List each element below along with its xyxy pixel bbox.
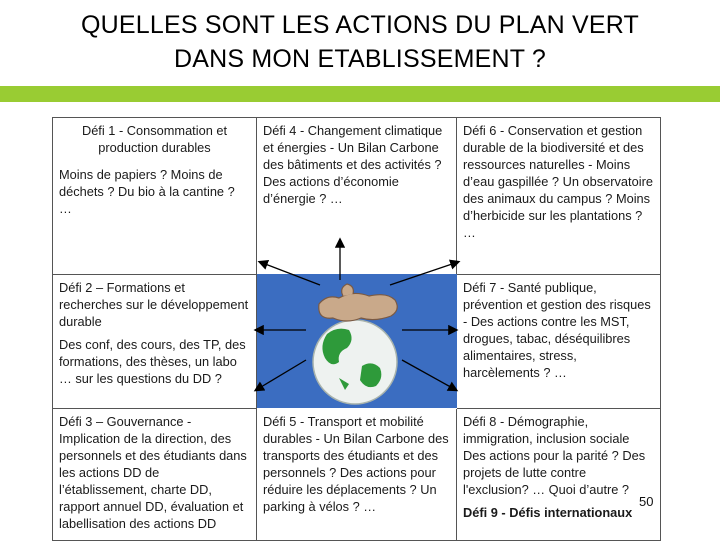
defi-8-text: Défi 8 - Démographie, immigration, inclusion sociale Des actions pour la parité ? Des projets de lutte contre l'exclusion? … Quoi d’autre ? [463, 414, 646, 497]
defi-3-text: Défi 3 – Gouvernance - Implication de la direction, des personnels et des étudiants dans les actions DD de l’établissement, charte DD, rapport annuel DD, évaluation et labellisation des actions DD [59, 414, 247, 531]
defi-1-title: Défi 1 - Consommation et production durables [81, 123, 228, 155]
defi-9-text: Défi 9 - Défis internationaux [463, 505, 633, 520]
arrow-to-defi-3 [256, 360, 306, 390]
title-line-2: DANS MON ETABLISSEMENT ? [173, 45, 546, 73]
title-line-1: QUELLES SONT LES ACTIONS DU PLAN VERT [80, 11, 640, 39]
arrow-to-defi-6 [390, 262, 458, 285]
defi-2-body: Des conf, des cours, des TP, des formations, des thèses, un labo … sur les questions du DD ? [59, 337, 246, 386]
defi-2-title: Défi 2 – Formations et recherches sur le développement durable [59, 280, 249, 329]
arrow-to-defi-8 [402, 360, 456, 390]
defi-7-text: Défi 7 - Santé publique, prévention et gestion des risques - Des actions contre les MST, drogues, tabac, déséquilibres alimentaires, stress, harcèlements ? … [463, 280, 651, 380]
defi-6-text: Défi 6 - Conservation et gestion durable de la biodiversité et des ressources naturelles - Moins d’eau gaspillée ? Un observatoire des animaux du campus ? Moins d’herbicide sur les plantations ? … [463, 123, 653, 240]
defi-4-text: Défi 4 - Changement climatique et énergies - Un Bilan Carbone des bâtiments et des activités ? Des actions d’économie d’énergie ? … [263, 123, 443, 206]
defi-1-body: Moins de papiers ? Moins de déchets ? Du bio à la cantine ? … [59, 167, 235, 216]
arrow-to-defi-1 [260, 262, 320, 285]
page-number: 50 [639, 494, 654, 509]
defi-5-text: Défi 5 - Transport et mobilité durables - Un Bilan Carbone des transports des étudiants et des personnels ? Des actions pour réduire les déplacements ? Un parking à vélos ? … [263, 414, 449, 514]
